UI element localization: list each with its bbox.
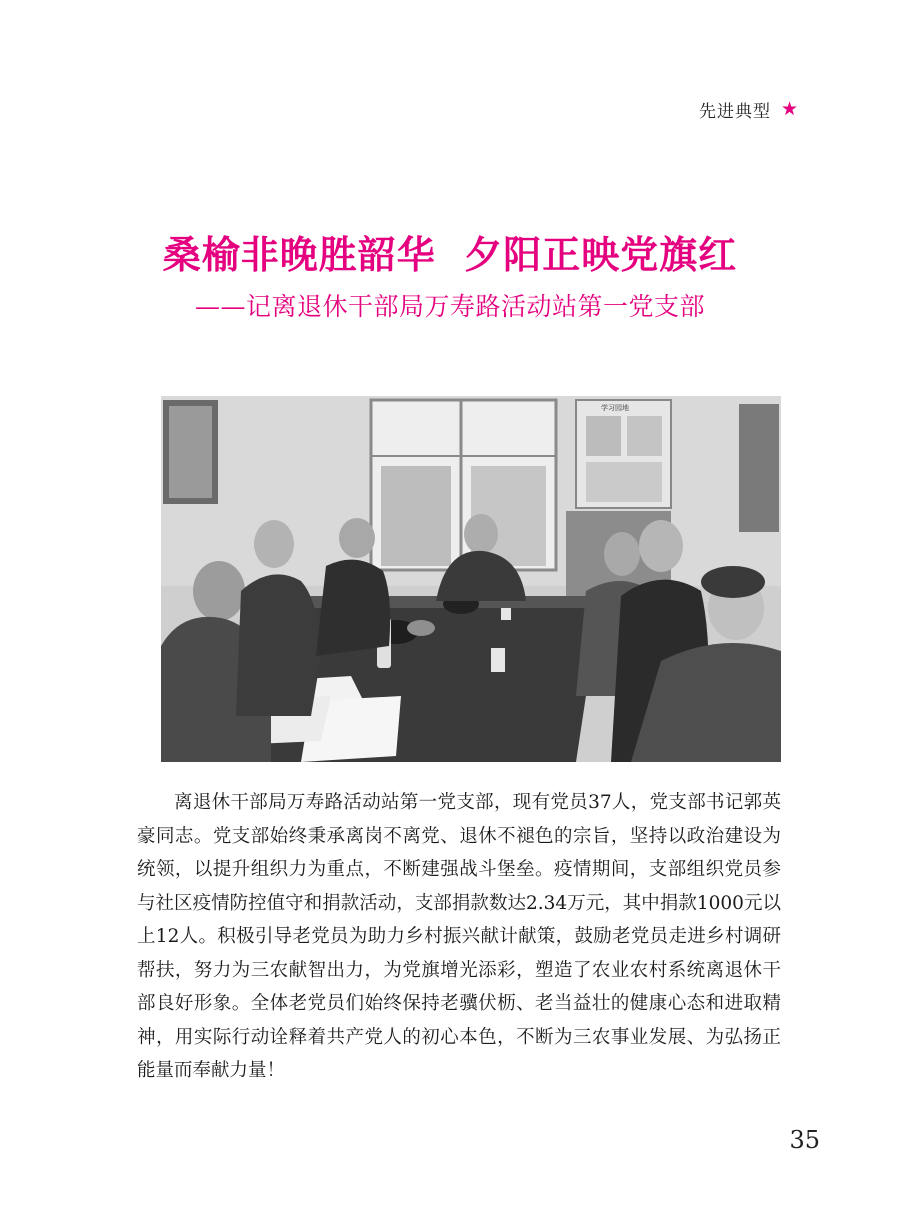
- body-paragraph: 离退休干部局万寿路活动站第一党支部，现有党员37人，党支部书记郭英豪同志。党支部始终秉承离岗不离党、退休不褪色的宗旨，坚持以政治建设为统领，以提升组织力为重点，不断建强战斗堡垒。疫情期间，支部组织党员参与社区疫情防控值守和捐款活动，支部捐款数达2.34万元，其中捐款1000元以上12人。积极引导老党员为助力乡村振兴献计献策，鼓励老党员走进乡村调研帮扶，努力为三农献智出力，为党旗增光添彩，塑造了农业农村系统离退休干部良好形象。全体老党员们始终保持老骥伏枥、老当益壮的健康心态和进取精神，用实际行动诠释着共产党人的初心本色，不断为三农事业发展、为弘扬正能量而奉献力量！: [137, 792, 781, 1081]
- poster-caption: 学习园地: [601, 404, 629, 412]
- star-icon: ★: [780, 98, 798, 120]
- section-header: [699, 97, 798, 122]
- page-number: 35: [789, 1126, 820, 1154]
- meeting-photo: [161, 396, 781, 762]
- section-label: 先进典型: [698, 102, 771, 122]
- article-title: 桑榆非晚胜韶华 夕阳正映党旗红: [162, 232, 738, 277]
- article-subtitle: ——记离退休干部局万寿路活动站第一党支部: [194, 292, 705, 321]
